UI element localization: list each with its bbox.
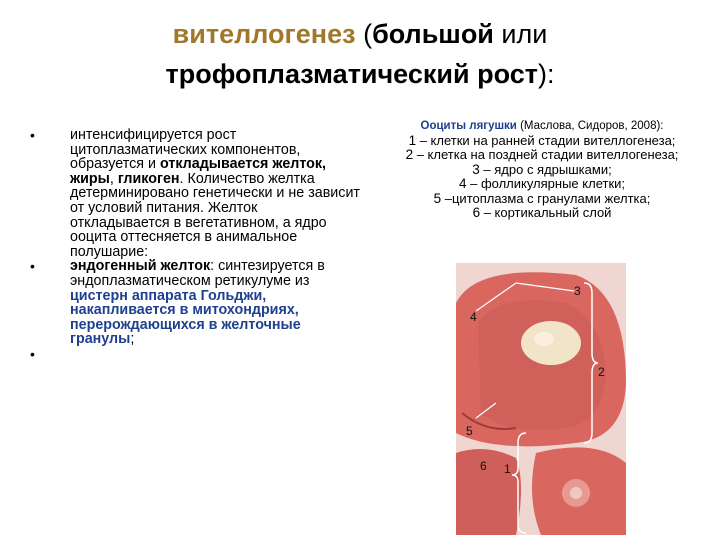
late-oocyte-cytoplasm [478, 301, 606, 430]
caption-item-3-text: – ядро с ядрышками; [479, 161, 612, 177]
label-6: 6 [480, 459, 487, 473]
label-2: 2 [598, 365, 605, 379]
caption-item-2-text: – клетка на поздней стадии вителлогенеза; [413, 147, 679, 162]
bullet-marker: • [30, 258, 35, 275]
title-or: или [493, 19, 548, 49]
micrograph-svg [456, 263, 626, 535]
bullet-marker: • [30, 345, 35, 362]
caption-item-1-num: 1 [408, 132, 417, 148]
label-1: 1 [504, 462, 511, 476]
bullet-item-1 [30, 128, 360, 259]
caption-item-4-text: – фолликулярные клетки; [466, 176, 626, 191]
bullet-2-text-a: : синтезируется в эндоплазматическом ретикулуме из [70, 258, 325, 289]
caption-item-5-text: –цитоплазма с гранулами желтка; [441, 190, 651, 206]
title-paren-open: ( [355, 19, 373, 49]
caption-lead: Ооциты лягушки [420, 120, 517, 132]
caption-item-3-num: 3 [472, 161, 480, 177]
title-big: большой [372, 19, 494, 49]
bullet-2-golgi: цистерн аппарата Гольджи, накапливается в митохондриях, перерождающихся в желточные гранулы [70, 287, 301, 348]
label-3: 3 [574, 284, 581, 298]
early-oocyte-nucleolus [570, 487, 582, 499]
nucleolus-area [534, 332, 554, 346]
caption-item-6-text: – кортикальный слой [480, 205, 612, 220]
title-paren-close: ): [537, 59, 555, 89]
bullet-2-endogenous-yolk: эндогенный желток [70, 258, 211, 275]
bullet-1-comma: , [109, 170, 118, 187]
figure-caption [372, 118, 712, 221]
lower-left-cell [456, 449, 521, 535]
bullet-1-text-b: . Количество желтка детерминировано генетически и не зависит от условий питания. Желток откладывается в вегетативном, а ядро ооцита оттесняется в анимальное полушарие: [70, 170, 360, 260]
bullet-1-yolk-fats: откладывается желток, жиры [70, 156, 327, 187]
bullet-marker: • [30, 127, 35, 143]
bullet-list [30, 128, 360, 362]
bullet-1-text-a: интенсифицируется рост цитоплазматических компонентов, образуется и [70, 127, 301, 173]
caption-item-6-num: 6 [472, 205, 481, 220]
caption-authors: (Маслова, Сидоров, 2008): [516, 120, 664, 132]
slide-title [0, 14, 720, 94]
title-trophoplasmic: трофоплазматический рост [165, 59, 538, 89]
label-4: 4 [470, 310, 477, 324]
oocyte-micrograph [456, 263, 626, 535]
title-term: вителлогенез [172, 19, 356, 49]
bullet-item-2 [30, 259, 360, 347]
bullet-1-glycogen: гликоген [117, 170, 180, 187]
label-5: 5 [466, 424, 473, 438]
caption-item-1-text: – клетки на ранней стадии вителлогенеза; [416, 132, 676, 148]
caption-item-5-num: 5 [433, 190, 442, 206]
bullet-item-3 [30, 347, 360, 362]
caption-item-4-num: 4 [458, 176, 467, 191]
caption-item-2-num: 2 [405, 147, 414, 162]
bullet-2-semicolon: ; [130, 331, 135, 348]
